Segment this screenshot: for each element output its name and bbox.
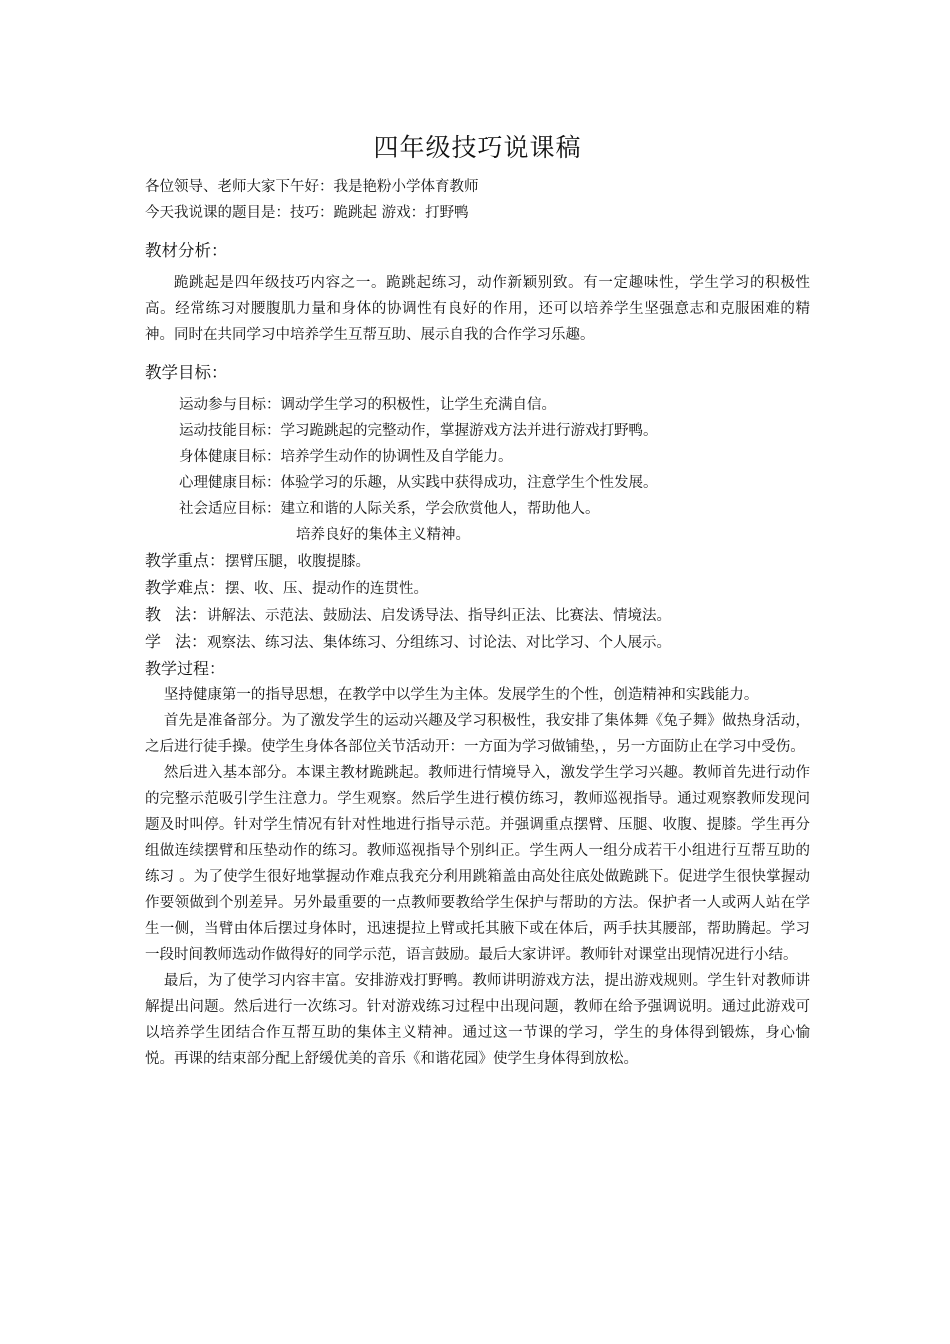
teaching-focus-value: 摆臂压腿，收腹提膝。 [225, 554, 371, 570]
analysis-paragraph: 跪跳起是四年级技巧内容之一。跪跳起练习，动作新颖别致。有一定趣味性，学生学习的积极性高。经常练习对腰腹肌力量和身体的协调性有良好的作用，还可以培养学生坚强意志和克服困难的精神。同时在共同学习中培养学生互帮互助、展示自我的合作学习乐趣。 [145, 275, 810, 343]
process-heading: 教学过程： [145, 659, 226, 678]
goals-heading: 教学目标： [145, 363, 228, 382]
learning-method-label-b: 法： [175, 632, 208, 651]
learning-method-row [145, 629, 810, 656]
goal-item: 身体健康目标：培养学生动作的协调性及自学能力。 [179, 449, 513, 465]
teaching-difficulty-value: 摆、收、压、提动作的连贯性。 [225, 581, 429, 597]
teaching-focus-row [145, 548, 810, 575]
teaching-difficulty-row [145, 575, 810, 602]
goal-item: 运动参与目标：调动学生学习的积极性，让学生充满自信。 [179, 397, 556, 413]
process-paragraph: 然后进入基本部分。本课主教材跪跳起。教师进行情境导入，激发学生学习兴趣。教师首先进行动作的完整示范吸引学生注意力。学生观察。然后学生进行模仿练习，教师巡视指导。通过观察教师发现问题及时叫停。针对学生情况有针对性地进行指导示范。并强调重点摆臂、压腿、收腹、提膝。学生再分组做连续摆臂和压垫动作的练习。教师巡视指导个别纠正。学生两人一组分成若干小组进行互帮互助的练习 。为了使学生很好地掌握动作难点我充分利用跳箱盖由高处往底处做跪跳下。促进学生很快掌握动作要领做到个别差异。另外最重要的一点教师要教给学生保护与帮助的方法。保护者一人或两人站在学生一侧，当臂由体后摆过身体时，迅速提拉上臂或托其腋下或在体后，两手扶其腰部，帮助腾起。学习一段时间教师选动作做得好的同学示范，语言鼓励。最后大家讲评。教师针对课堂出现情况进行小结。 [145, 765, 810, 963]
goal-item: 心理健康目标：体验学习的乐趣，从实践中获得成功，注意学生个性发展。 [179, 475, 658, 491]
teaching-focus-label: 教学重点： [145, 551, 226, 570]
teaching-method-label-b: 法： [175, 605, 208, 624]
analysis-heading: 教材分析： [145, 241, 228, 260]
learning-method-label-a: 学 [145, 632, 176, 651]
process-paragraph: 最后，为了使学习内容丰富。安排游戏打野鸭。教师讲明游戏方法，提出游戏规则。学生针对教师讲解提出问题。然后进行一次练习。针对游戏练习过程中出现问题，教师在给予强调说明。通过此游戏可以培养学生团结合作互帮互助的集体主义精神。通过这一节课的学习，学生的身体得到锻炼，身心愉悦。再课的结束部分配上舒缓优美的音乐《和谐花园》使学生身体得到放松。 [145, 973, 810, 1067]
teaching-method-value: 讲解法、示范法、鼓励法、启发诱导法、指导纠正法、比赛法、情境法。 [207, 608, 672, 624]
teaching-method-label-a: 教 [145, 605, 176, 624]
goal-item-continuation: 培养良好的集体主义精神。 [296, 527, 470, 543]
teaching-difficulty-label: 教学难点： [145, 578, 226, 597]
goal-item: 运动技能目标：学习跪跳起的完整动作，掌握游戏方法并进行游戏打野鸭。 [179, 423, 658, 439]
process-paragraph: 坚持健康第一的指导思想，在教学中以学生为主体。发展学生的个性，创造精神和实践能力。 [163, 687, 759, 703]
greeting-line: 各位领导、老师大家下午好：我是艳粉小学体育教师 [145, 179, 479, 195]
goal-item: 社会适应目标：建立和谐的人际关系，学会欣赏他人，帮助他人。 [179, 501, 600, 517]
page-title: 四年级技巧说课稿 [373, 133, 582, 162]
document-page [145, 128, 810, 1072]
process-paragraph: 首先是准备部分。为了激发学生的运动兴趣及学习积极性，我安排了集体舞《兔子舞》做热身活动，之后进行徒手操。使学生身体各部位关节活动开：一方面为学习做铺垫，，另一方面防止在学习中受伤。 [145, 713, 810, 755]
teaching-method-row [145, 602, 810, 629]
learning-method-value: 观察法、练习法、集体练习、分组练习、讨论法、对比学习、个人展示。 [207, 635, 672, 651]
topic-line: 今天我说课的题目是：技巧：跪跳起 游戏：打野鸭 [145, 205, 469, 221]
